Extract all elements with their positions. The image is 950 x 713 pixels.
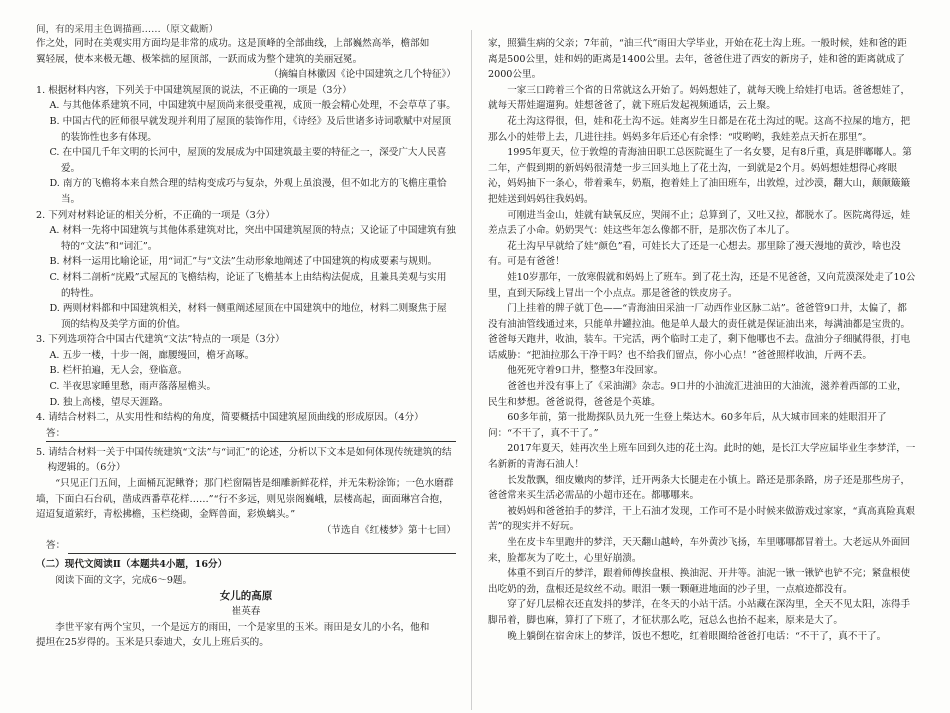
right-column <box>488 36 916 713</box>
intro-line: 翼轻展，使本来极无趣、极笨拙的屋顶部，一跃而成为整个建筑的美丽冠冕。 <box>36 53 363 65</box>
q1-option-a: A. 与其他体系建筑不同，中国建筑中屋顶尚来很受重视，成顶一般会精心处理，不会草草了事。 <box>49 100 456 112</box>
q1-option-b: B. 中国古代的匠师很早就发现并利用了屋顶的装饰作用，《诗经》及后世诸多诗词歌赋中对屋顶的装饰性也多有体现。 <box>49 115 452 143</box>
question-3-stem: 3. 下列选项符合中国古代建筑“文法”特点的一项是（3分） <box>36 334 285 346</box>
q5-answer-line[interactable] <box>46 539 456 554</box>
story-paragraph: 被妈妈和爸爸拍手的梦洋，干上石油才发现，工作可不是小时候来做游戏过家家，“真高真险真艰苦”的现实并不好玩。 <box>488 505 916 533</box>
q5-answer-label: 答： <box>46 538 68 554</box>
story-paragraph: 爸爸也并没有事上了《采油湖》杂志。9口井的小油流汇进油田的大油流，滋养着西部的工业，民生和梦想。爸爸说得，爸爸是个英雄。 <box>488 381 907 408</box>
story-paragraph: 穿了好几层棉衣还直发抖的梦洋，在冬天的小站干活。小站藏在深沟里，全天不见太阳，冻得手脚吊着，脚也麻，算打了下班了，才征状那么吃，冠总么也抬不起来，原来是大了。 <box>488 599 911 626</box>
intro-line: 作之处，同时在美观实用方面均是非常的成功。这是顶峰的全部曲线，上部巍然高举，檐部如 <box>36 38 430 49</box>
story-title: 女儿的高原 <box>219 589 273 602</box>
story-paragraph: 花土沟这得很，但，娃和花土沟不远。娃离岁生日都是在花土沟过的呢。这高不拉屎的地方，把那么小的娃带上去，几进往挂。妈妈多年后还心有余悸：“哎哟哟，我娃差点天折在那里”。 <box>488 115 911 143</box>
story-paragraph: 1995年夏天，位于敦煌的青海油田职工总医院诞生了一名女婴，足有8斤重，真是胖嘟嘟人。第二年，产假到期的新妈妈很清楚一步三回头地上了花土沟，一到就是2个月。妈妈想娃想得心疼眼沁，妈妈抽下一条心，带着乘车，奶瓶，抱着娃上了油田班车，出敦煌，过沙漠，翻大山，颠颠簸簸把娃送到妈妈往我妈妈。 <box>488 147 912 205</box>
q3-option-b: B. 栏杆拍遍，无人会，登临意。 <box>49 365 188 377</box>
question-4-stem: 4. 请结合材料二，从实用性和结构的角度，简要概括中国建筑屋顶曲线的形成原因。（4分） <box>36 412 424 424</box>
story-paragraph: 一家三口跨着三个省的日常就这么开始了。妈妈想娃了，就每天晚上给娃打电话。爸爸想娃了，就每天帮娃遛遛狗。娃想爸爸了，就下班后发起视频通话，云上聚。 <box>488 84 911 112</box>
q2-option-d: D. 两则材料都和中国建筑相关，材料一侧重阐述屋顶在中国建筑中的地位，材料二则聚焦于屋顶的结构及美学方面的价值。 <box>49 303 447 330</box>
story-paragraph: 门上挂着的牌子就丁色——“青海油田采油一厂动西作业区脉二站”。爸爸管9口井，太偏了，都没有油油管线通过来，只能单井罐拉油。他是单人最大的责任就是保证油出来，每满油都是宝贵的。爸爸每天跑井，收油，装车。干完活，两个临时工走了，剩下他哪也不去。盘油分子细腻得很，打电话威胁：“把油拉那么干净干吗？也不给我们留点，你小心点！”爸爸照样收油，斤两不丢。 <box>488 303 911 361</box>
q2-option-b: B. 材料一运用比喻论证，用“词汇”与“文法”生动形象地阐述了中国建筑的构成要素与规则。 <box>49 256 438 268</box>
story-paragraph: 长发散飘，细皮嫩肉的梦洋，迁开两条大长腿走在小镇上。路还是那条路，房子还是那些房子，爸爸常来买生活必需品的小超市还在。都哪哪来。 <box>488 474 911 502</box>
story-author: 崔英春 <box>231 606 261 618</box>
question-5-stem: 5. 请结合材料一关于中国传统建筑“文法”与“词汇”的论述，分析以下文本是如何体现传统建筑的结构逻辑的。（6分） <box>36 446 452 474</box>
story-paragraph: 家，照猫生病的父亲；7年前，“油三代”雨田大学毕业，开始在花土沟上班。一般时候，娃和爸的距离是500公里，娃和妈的距离是1400公里。去年，爸爸住进了西安的新房子，娃和爸的距离就成了2000公里。 <box>488 38 907 81</box>
story-paragraph: 娃10岁那年，一放寒假就和妈妈上了班车。到了花土沟，还是不见爸爸，又向荒漠深处走了10公里，直到天际线上冒出一个小点点。那是爸爸的铁皮房子。 <box>488 271 916 299</box>
story-paragraph: 2017年夏天，娃再次坐上班车回到久违的花土沟。此时的她，是长江大学应届毕业生李梦洋，一名新新的青海石油人！ <box>488 443 916 471</box>
question-1-stem: 1. 根据材料内容，下列关于中国建筑屋顶的说法，不正确的一项是（3分） <box>36 84 352 96</box>
top-fragment: 间，有的采用主色调描画……（原文截断） <box>36 24 219 35</box>
story-paragraph: 他死死守着9口井，整整3年没回家。 <box>507 365 664 377</box>
left-column <box>36 36 456 713</box>
reading-instruction: 阅读下面的文字，完成6～9题。 <box>55 575 193 586</box>
q1-option-d: D. 南方的飞檐将本来自然合理的结构变成巧与复杂，外观上虽浪漫，但不如北方的飞檐庄重恰当。 <box>49 178 447 205</box>
section-2-heading: （二）现代文阅读Ⅱ（本题共4小题，16分） <box>36 559 228 571</box>
q2-option-a: A. 材料一先将中国建筑与其他体系建筑对比，突出中国建筑屋顶的特点；又论证了中国建筑有独特的“文法”和“词汇”。 <box>49 225 456 252</box>
story-paragraph: 花土沟早早就给了娃“颜色”看，可娃长大了还是一心想去。那里除了漫天漫地的黄沙，啥也没有。可是有爸爸！ <box>488 240 901 268</box>
story-paragraph: 体重不到百斤的梦洋，跟着师傅挨盘根、换油泥、开井等。油泥一锹一锹铲也铲不完；紧盘根使出吃奶的劲，盘根还是纹丝不动。眼泪一颗一颗砸进地面的沙子里，一点痕迹都没有。 <box>488 568 911 595</box>
story-line: 李世平家有两个宝贝，一个是远方的雨田，一个是家里的玉米。雨田是女儿的小名，他和 <box>55 621 430 633</box>
q3-option-c: C. 半夜思家睡里愁，雨声落落屋檐头。 <box>49 381 217 393</box>
source-citation: （摘编自林徽因《论中国建筑之几个特征》） <box>268 69 456 81</box>
story-paragraph: 可刚进当金山，娃就有缺氧反应，哭闹不止；总算到了，又吐又拉，都脱水了。医院离得远，娃差点丢了小命。奶奶哭气：娃这些年怎么像都不肝，是那次伤了本儿了。 <box>488 209 911 237</box>
q5-source: （节选自《红楼梦》第十七回） <box>321 524 456 536</box>
question-2-stem: 2. 下列对材料论证的相关分析，不正确的一项是（3分） <box>36 209 275 221</box>
q5-quote: “只见正门五间，上面桶瓦泥鳅脊；那门栏窗隔皆是细雕新鲜花样，并无朱粉涂饰；一色水磨群墙，下面白石台矶，凿成西番草花样……”“行不多远，则见崇阁巍峨，层楼高起，面面琳宫合抱，迢迢复道萦纡，青松拂檐，玉栏绕砌，金辉兽面，彩焕螭头。” <box>36 478 454 521</box>
story-line: 提坦在25岁得的。玉米是只泰迪犬，女儿上班后买的。 <box>36 637 269 649</box>
story-paragraph: 晚上躺倒在宿舍床上的梦洋，饭也不想吃，红着眼圈给爸爸打电话：“不干了，真不干了。 <box>507 630 887 642</box>
q3-option-a: A. 五步一楼，十步一阁，廊腰缦回，檐牙高啄。 <box>49 349 255 361</box>
q4-answer-line[interactable] <box>46 427 456 442</box>
q2-option-c: C. 材料二剖析“庑殿”式屋瓦的飞檐结构，论证了飞檐基本上由结构法促成，且兼具美观与实用的特性。 <box>49 271 447 299</box>
story-paragraph: 坐在皮卡车里跑井的梦洋，天天翻山越岭，车外黄沙飞扬，车里哪哪都冒着土。大老远从外面回来，脸都灰为了吃土，心里好崩溃。 <box>488 537 911 564</box>
q1-option-c: C. 在中国几千年文明的长河中，屋顶的发展成为中国建筑最主要的特征之一，深受广大人民喜爱。 <box>49 147 447 174</box>
story-paragraph: 60多年前，第一批勘探队员九死一生登上柴达木。60多年后，从大城市回来的娃眼泪开了问：“不干了，真不干了。” <box>488 412 887 439</box>
column-divider <box>471 30 472 710</box>
q3-option-d: D. 独上高楼，望尽天涯路。 <box>49 396 169 408</box>
q4-answer-label: 答： <box>46 426 68 442</box>
